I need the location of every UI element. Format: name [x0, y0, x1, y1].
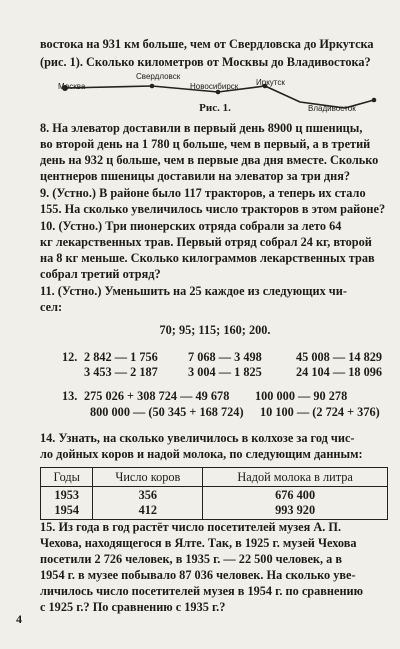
exercise-number: 13. [62, 389, 78, 403]
city-label: Свердловск [136, 72, 181, 81]
text-line: 155. На сколько увеличилось число тракторов в этом районе? [40, 202, 386, 216]
text-line: во второй день на 1 780 ц больше, чем в первый, а в третий [40, 137, 371, 151]
exercise-number: 12. [62, 350, 78, 364]
table-header: Годы [41, 468, 93, 487]
text-line: 1954 г. в музее побывало 87 036 человек. На сколько уве- [40, 568, 356, 582]
text-line: 15. Из года в год растёт число посетителей музея А. П. [40, 520, 342, 534]
expression: 2 842 — 1 756 [84, 350, 158, 364]
text-line: на 8 кг меньше. Сколько килограммов лекарственных трав [40, 251, 375, 265]
expression: 275 026 + 308 724 — 49 678 [84, 389, 230, 403]
table-row [41, 487, 388, 520]
cell-value: 1954 [54, 503, 80, 517]
city-label: Москва [58, 82, 86, 91]
table-header: Число коров [93, 468, 203, 487]
table-cell [93, 487, 203, 520]
text-line: 10. (Устно.) Три пионерских отряда собрали за лето 64 [40, 219, 342, 233]
table-cell [41, 487, 93, 520]
text-line: с 1925 г.? По сравнению с 1935 г.? [40, 600, 226, 614]
city-label: Новосибирск [190, 82, 239, 91]
expression: 7 068 — 3 498 [188, 350, 262, 364]
text-line: день на 932 ц больше, чем в первые два дня вместе. Сколько [40, 153, 379, 167]
expression: 3 004 — 1 825 [188, 365, 262, 379]
table-header: Надой молока в литра [203, 468, 388, 487]
text-line: (рис. 1). Сколько километров от Москвы до Владивостока? [40, 55, 371, 69]
text-line: посетили 2 726 человек, в 1935 г. — 22 500 человек, а в [40, 552, 343, 566]
table-cell [203, 487, 388, 520]
text-line: востока на 931 км больше, чем от Свердловска до Иркутска [40, 37, 374, 51]
expression: 10 100 — (2 724 + 376) [260, 405, 380, 419]
text-line: кг лекарственных трав. Первый отряд собрал 24 кг, второй [40, 235, 372, 249]
city-label: Иркутск [256, 78, 285, 87]
cell-value: 993 920 [275, 503, 316, 517]
expression: 800 000 — (50 345 + 168 724) [90, 405, 244, 419]
text-line: Чехова, находящегося в Ялте. Так, в 1925 г. музей Чехова [40, 536, 357, 550]
table-header-row [41, 468, 388, 487]
cell-value: 356 [138, 488, 158, 502]
cell-value: 1953 [54, 488, 80, 502]
city-label: Владивосток [308, 104, 356, 113]
cell-value: 676 400 [275, 488, 316, 502]
text-line: собрал третий отряд? [40, 267, 161, 281]
number-list: 70; 95; 115; 160; 200. [159, 323, 271, 337]
figure-caption: Рис. 1. [199, 102, 231, 114]
expression: 45 008 — 14 829 [296, 350, 383, 364]
page-number: 4 [16, 612, 22, 626]
text-line: центнеров пшеницы доставили на элеватор за три дня? [40, 169, 351, 183]
expression: 100 000 — 90 278 [255, 389, 348, 403]
data-table [40, 467, 388, 520]
expression: 24 104 — 18 096 [296, 365, 383, 379]
text-line: личилось число посетителей музея в 1954 г. по сравнению [40, 584, 364, 598]
text-line: 14. Узнать, на сколько увеличилось в колхозе за год чис- [40, 431, 355, 445]
text-line: сел: [40, 300, 63, 314]
text-line: 9. (Устно.) В районе было 117 тракторов, а теперь их стало [40, 186, 366, 200]
text-line: 8. На элеватор доставили в первый день 8900 ц пшеницы, [40, 121, 363, 135]
text-line: 11. (Устно.) Уменьшить на 25 каждое из следующих чи- [40, 284, 347, 298]
expression: 3 453 — 2 187 [84, 365, 158, 379]
city-point [150, 84, 155, 89]
text-line: ло дойных коров и надой молока, по следующим данным: [40, 447, 363, 461]
cell-value: 412 [138, 503, 158, 517]
